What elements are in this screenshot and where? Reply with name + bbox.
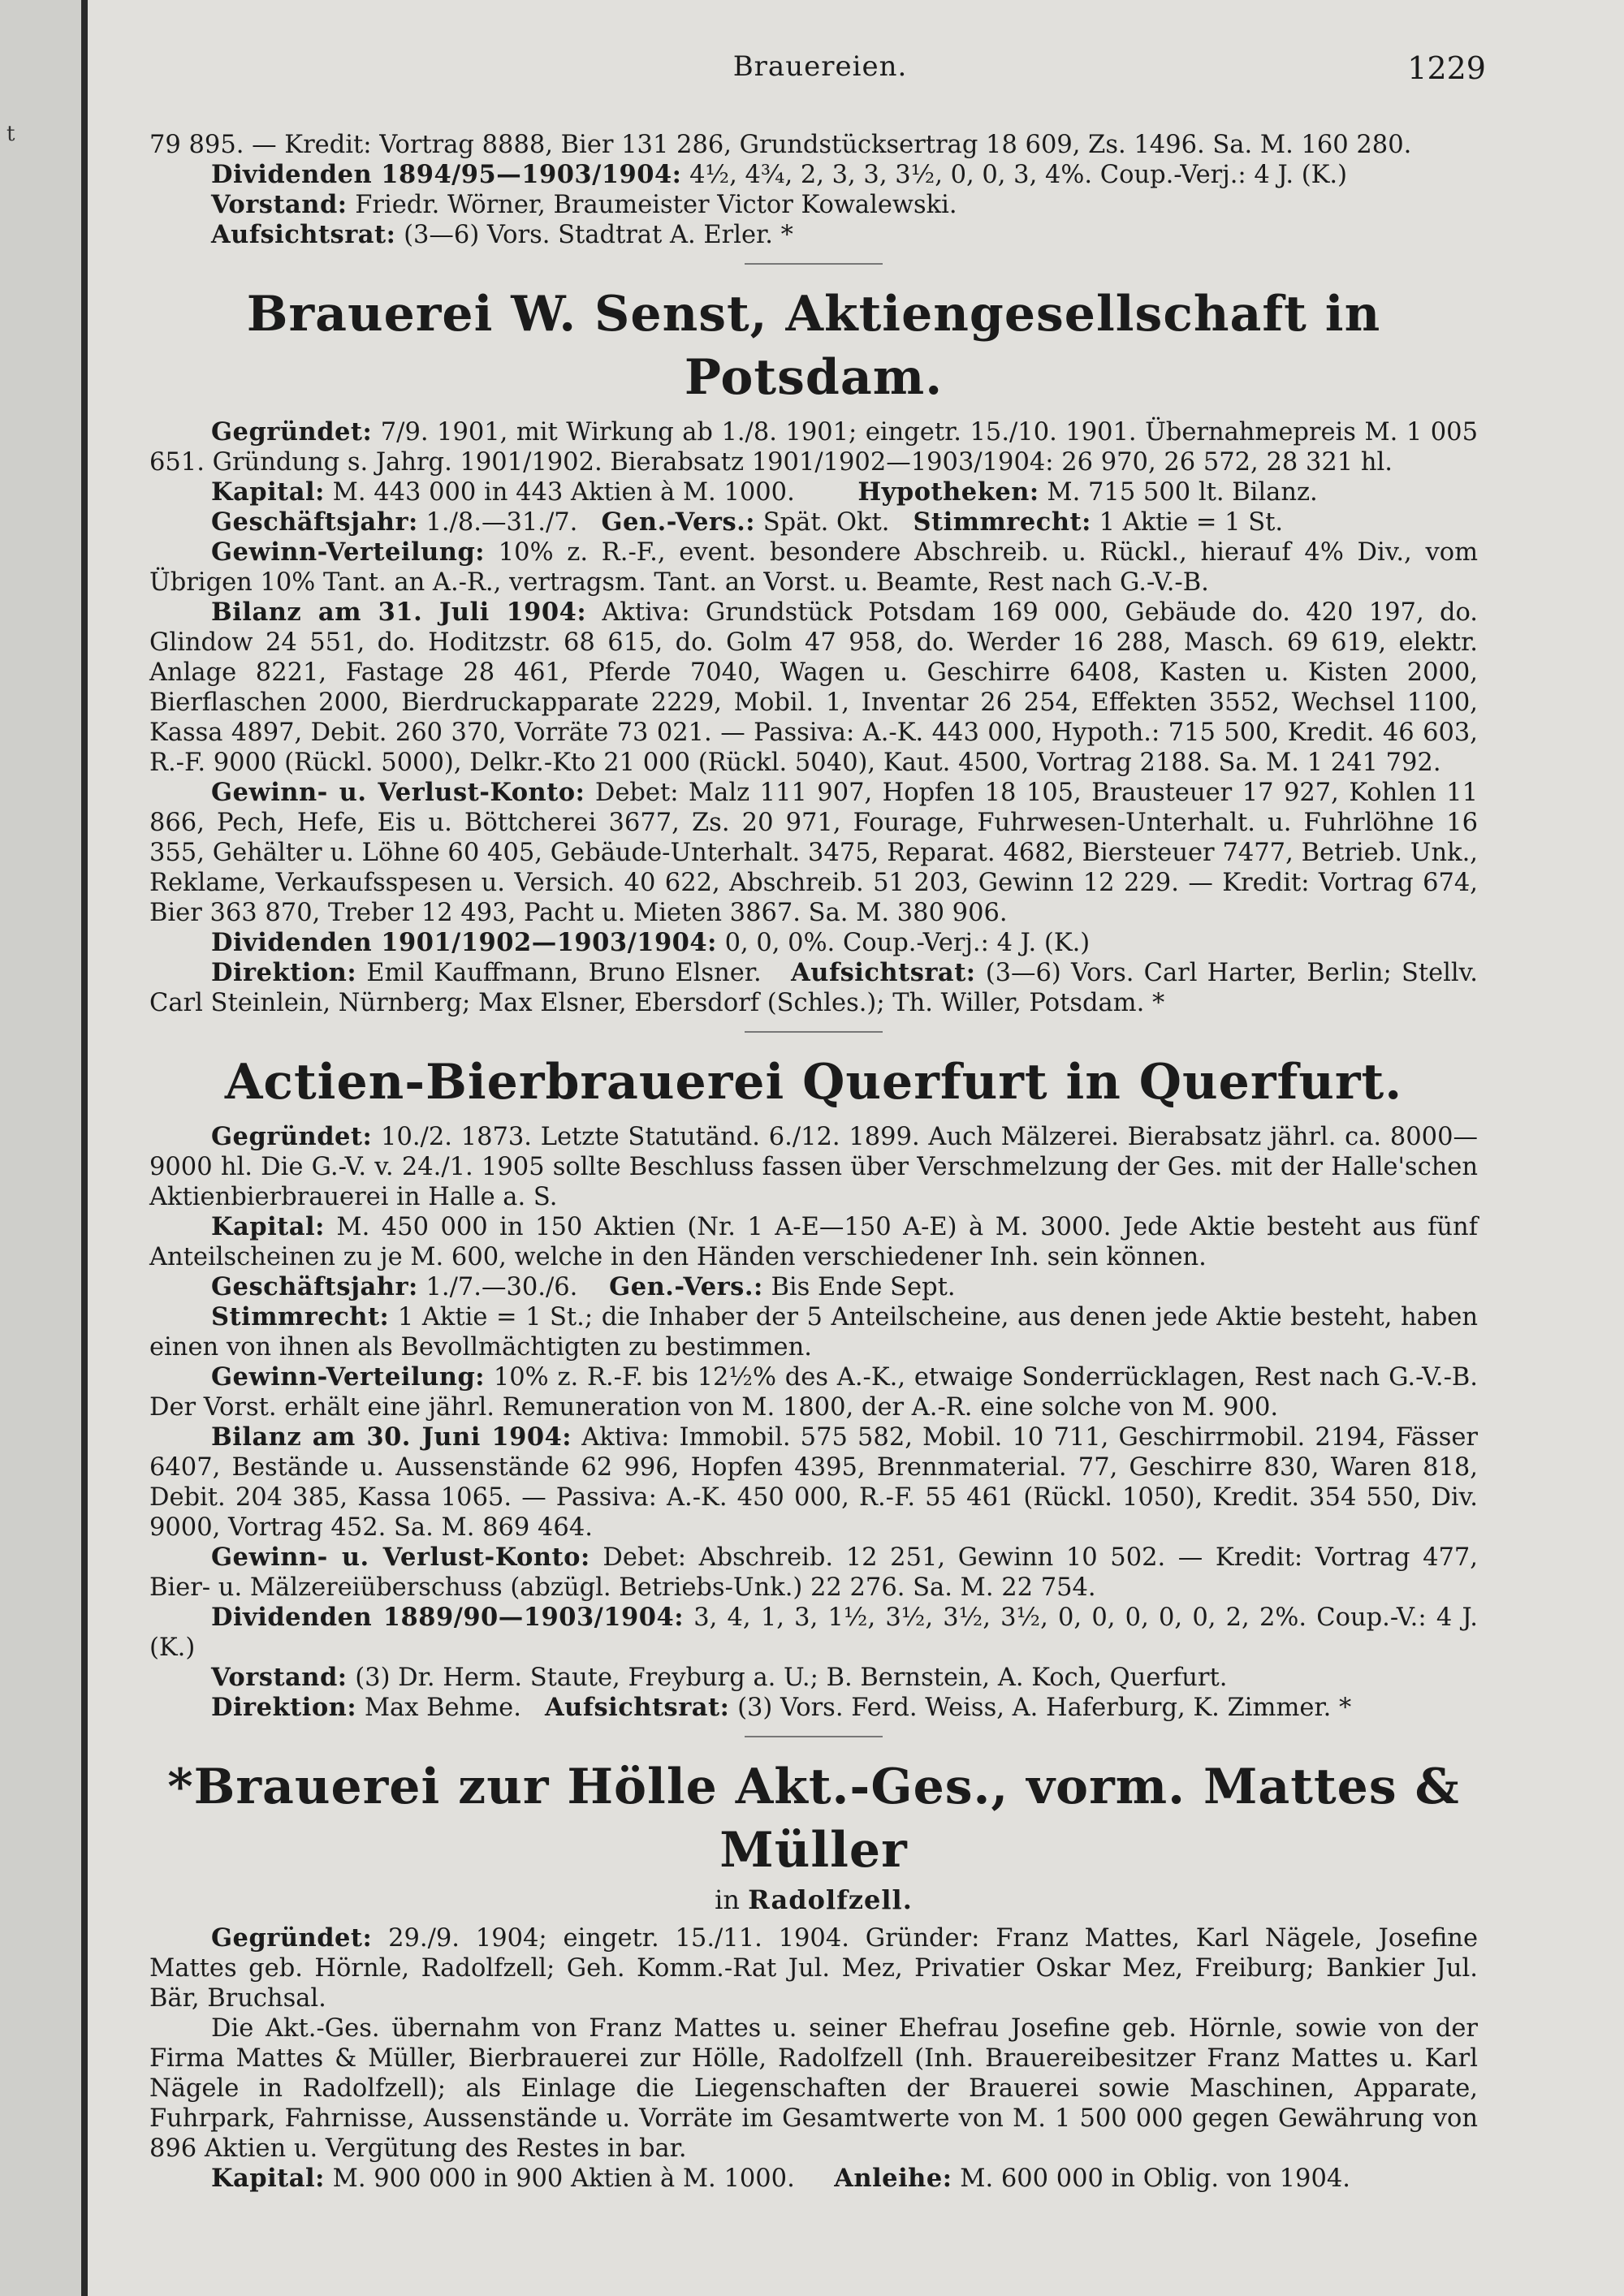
label: Gegründet: [211,1923,373,1953]
value: Aktiva: Grundstück Potsdam 169 000, Gebäude do. 420 197, do. Glindow 24 551, do. Hoditzstr. 68 615, do. Golm 47 958, do. Werder 16 288, Masch. 69 619, elektr. Anlage 8221, Fastage 28 461, Pferde 7040, Wagen u. Geschirre 6408, Kasten u. Kisten 2000, Bierflaschen 2000, Bierdruckapparate 2229, Mobil. 1, Inventar 26 254, Effekten 3552, Wechsel 1100, Kassa 4897, Debit. 260 370, Vorräte 73 021. — Passiva: A.-K. 443 000, Hypoth.: 715 500, Kredit. 46 603, R.-F. 9000 (Rückl. 5000), Delkr.-Kto 21 000 (Rückl. 5040), Kaut. 4500, Vortrag 2188. Sa. M. 1 241 792. [149,598,1478,777]
label: Kapital: [211,2164,325,2193]
querfurt-stimmrecht [149,1302,1478,1362]
label: Kapital: [211,1212,325,1241]
senst-geschaeftsjahr [149,507,1478,537]
querfurt-dividenden [149,1603,1478,1663]
senst-gegruendet [149,417,1478,477]
label: Hypotheken: [857,477,1039,507]
value: Aktiva: Immobil. 575 582, Mobil. 10 711, Geschirrmobil. 2194, Fässer 6407, Bestände u. Aussenstände 62 996, Hopfen 4395, Brennmaterial. 77, Geschirre 830, Waren 818, Debit. 204 385, Kassa 1065. — Passiva: A.-K. 450 000, R.-F. 55 461 (Rückl. 1050), Kredit. 354 550, Div. 9000, Vortrag 452. Sa. M. 869 464. [149,1423,1479,1542]
querfurt-bilanz [149,1422,1478,1543]
label: Gewinn- u. Verlust-Konto: [211,778,585,807]
querfurt-direktion [149,1693,1478,1723]
label: Geschäftsjahr: [211,507,418,537]
querfurt-vorstand [149,1663,1478,1693]
edge-mark: t [6,122,15,146]
value: M. 600 000 in Oblig. von 1904. [960,2164,1350,2193]
label: Bilanz am 30. Juni 1904: [211,1422,572,1452]
section-divider [745,1736,883,1737]
value: 3, 4, 1, 3, 1½, 3½, 3½, 3½, 0, 0, 0, 0, 0, 2, 2%. Coup.-V.: 4 J. (K.) [149,1603,1478,1662]
value: 10% z. R.-F. bis 12½% des A.-K., etwaige Sonderrücklagen, Rest nach G.-V.-B. Der Vorst. erhält eine jährl. Remuneration von M. 1800, der A.-R. eine solche von M. 900. [149,1363,1478,1422]
senst-title: Brauerei W. Senst, Aktiengesellschaft in Potsdam. [246,286,1381,406]
subtitle-prefix: in [715,1884,740,1915]
hoelle-kapital [149,2164,1478,2194]
value: (3—6) Vors. Stadtrat A. Erler. * [404,221,793,249]
value: M. 450 000 in 150 Aktien (Nr. 1 A-E—150 A-E) à M. 3000. Jede Aktie besteht aus fünf Anteilscheinen zu je M. 600, welche in den Händen verschiedener Inh. sein können. [149,1213,1478,1271]
label: Dividenden 1889/90—1903/1904: [211,1603,684,1632]
text-column [149,130,1478,2194]
label: Vorstand: [211,190,348,219]
page-number: 1229 [1407,50,1486,86]
querfurt-geschaeftsjahr [149,1272,1478,1302]
value: M. 443 000 in 443 Aktien à M. 1000. [332,478,795,507]
value: Bis Ende Sept. [771,1273,956,1301]
label: Aufsichtsrat: [791,958,976,987]
hoelle-gegruendet [149,1923,1478,2013]
book-spine [81,0,88,2296]
label: Gen.-Vers.: [609,1272,763,1301]
querfurt-gegruendet [149,1122,1478,1212]
label: Geschäftsjahr: [211,1272,418,1301]
label: Direktion: [211,1693,357,1722]
label: Aufsichtsrat: [211,220,396,249]
value: Debet: Malz 111 907, Hopfen 18 105, Brausteuer 17 927, Kohlen 11 866, Pech, Hefe, Eis u. Böttcherei 3677, Zs. 20 971, Fourage, Fuhrwesen-Unterhalt. u. Fuhrlöhne 16 355, Gehälter u. Löhne 60 405, Gebäude-Unterhalt. 3475, Reparat. 4682, Biersteuer 7477, Betrieb. Unk., Reklame, Verkaufsspesen u. Versich. 40 622, Abschreib. 51 203, Gewinn 12 229. — Kredit: Vortrag 674, Bier 363 870, Treber 12 493, Pacht u. Mieten 3867. Sa. M. 380 906. [149,779,1478,927]
value: 4½, 4¾, 2, 3, 3, 3½, 0, 0, 3, 4%. Coup.-Verj.: 4 J. (K.) [689,161,1347,189]
label: Anleihe: [834,2164,952,2193]
value: 29./9. 1904; eingetr. 15./11. 1904. Gründer: Franz Mattes, Karl Nägele, Josefine Mattes geb. Hörnle, Radolfzell; Geh. Komm.-Rat Jul. Mez, Privatier Oskar Mez, Freiburg; Bankier Jul. Bär, Bruchsal. [149,1924,1478,2013]
page-header [154,50,1486,91]
querfurt-kapital [149,1212,1478,1272]
querfurt-title: Actien-Bierbrauerei Querfurt in Querfurt. [224,1054,1403,1111]
label: Vorstand: [211,1663,348,1692]
value: M. 715 500 lt. Bilanz. [1047,478,1318,507]
hoelle-title: *Brauerei zur Hölle Akt.-Ges., vorm. Mattes & Müller [167,1759,1460,1879]
value: M. 900 000 in 900 Aktien à M. 1000. [332,2164,795,2193]
value: Friedr. Wörner, Braumeister Victor Kowalewski. [355,191,957,219]
label: Gen.-Vers.: [601,507,756,537]
value: 10./2. 1873. Letzte Statutänd. 6./12. 1899. Auch Mälzerei. Bierabsatz jährl. ca. 8000—9000 hl. Die G.-V. v. 24./1. 1905 sollte Beschluss fassen über Verschmelzung der Ges. mit der Halle'schen Aktienbierbrauerei in Halle a. S. [149,1123,1478,1211]
senst-dividenden [149,928,1478,958]
value: Spät. Okt. [762,508,890,537]
label: Gegründet: [211,417,373,447]
querfurt-guv [149,1543,1478,1603]
page-gutter [0,0,81,2296]
senst-guv [149,778,1478,928]
value: (3) Vors. Ferd. Weiss, A. Haferburg, K. Zimmer. * [737,1694,1352,1722]
value: Max Behme. [364,1694,521,1722]
value: 1 Aktie = 1 St.; die Inhaber der 5 Anteilscheine, aus denen jede Aktie besteht, haben einen von ihnen als Bevollmächtigten zu bestimmen. [149,1303,1479,1362]
section-divider [745,263,883,265]
label: Aufsichtsrat: [545,1693,730,1722]
hoelle-paragraph: Die Akt.-Ges. übernahm von Franz Mattes u. seiner Ehefrau Josefine geb. Hörnle, sowie von der Firma Mattes & Müller, Bierbrauerei zur Hölle, Radolfzell (Inh. Brauereibesitzer Franz Mattes u. Karl Nägele in Radolfzell); als Einlage die Liegenschaften der Brauerei sowie Maschinen, Apparate, Fuhrpark, Fahrnisse, Aussenstände u. Vorräte im Gesamtwerte von M. 1 500 000 gegen Gewährung von 896 Aktien u. Vergütung des Restes in bar. [149,2014,1478,2163]
label: Direktion: [211,958,357,987]
label: Stimmrecht: [913,507,1091,537]
subtitle-place: Radolfzell. [748,1884,913,1915]
label: Kapital: [211,477,325,507]
label: Dividenden 1901/1902—1903/1904: [211,928,717,957]
value: 1./7.—30./6. [425,1273,578,1301]
label: Stimmrecht: [211,1302,390,1331]
label: Gegründet: [211,1122,373,1151]
senst-bilanz [149,598,1478,778]
intro-aufsichtsrat [149,220,1478,250]
value: 1 Aktie = 1 St. [1099,508,1284,537]
senst-gewinn-verteilung [149,537,1478,598]
value: (3—6) Vors. Carl Harter, Berlin; Stellv. Carl Steinlein, Nürnberg; Max Elsner, Ebersdorf (Schles.); Th. Willer, Potsdam. * [149,959,1478,1017]
hoelle-subtitle [149,1885,1478,1915]
value: 0, 0, 0%. Coup.-Verj.: 4 J. (K.) [724,929,1091,957]
label: Gewinn- u. Verlust-Konto: [211,1543,590,1572]
value: (3) Dr. Herm. Staute, Freyburg a. U.; B. Bernstein, A. Koch, Querfurt. [355,1664,1228,1692]
value: 10% z. R.-F., event. besondere Abschreib. u. Rückl., hierauf 4% Div., vom Übrigen 10% Tant. an A.-R., vertragsm. Tant. an Vorst. u. Beamte, Rest nach G.-V.-B. [149,538,1478,597]
intro-vorstand [149,190,1478,220]
section-divider [745,1031,883,1033]
senst-direktion [149,958,1478,1018]
value: Debet: Abschreib. 12 251, Gewinn 10 502. — Kredit: Vortrag 477, Bier- u. Mälzereiüberschuss (abzügl. Betriebs-Unk.) 22 276. Sa. M. 22 754. [149,1543,1479,1602]
value: 7/9. 1901, mit Wirkung ab 1./8. 1901; eingetr. 15./10. 1901. Übernahmepreis M. 1 005 651. Gründung s. Jahrg. 1901/1902. Bierabsatz 1901/1902—1903/1904: 26 970, 26 572, 28 321 hl. [149,418,1478,477]
label: Dividenden 1894/95—1903/1904: [211,160,682,189]
label: Gewinn-Verteilung: [211,537,486,567]
intro-kredit: 79 895. — Kredit: Vortrag 8888, Bier 131 286, Grundstücksertrag 18 609, Zs. 1496. Sa. M. 160 280. [149,131,1412,159]
senst-kapital [149,477,1478,507]
label: Gewinn-Verteilung: [211,1362,486,1392]
querfurt-gewinn-verteilung [149,1362,1478,1422]
value: 1./8.—31./7. [425,508,578,537]
label: Bilanz am 31. Juli 1904: [211,598,587,627]
value: Emil Kauffmann, Bruno Elsner. [366,959,762,987]
running-head: Brauereien. [732,50,908,83]
intro-dividenden [149,160,1478,190]
